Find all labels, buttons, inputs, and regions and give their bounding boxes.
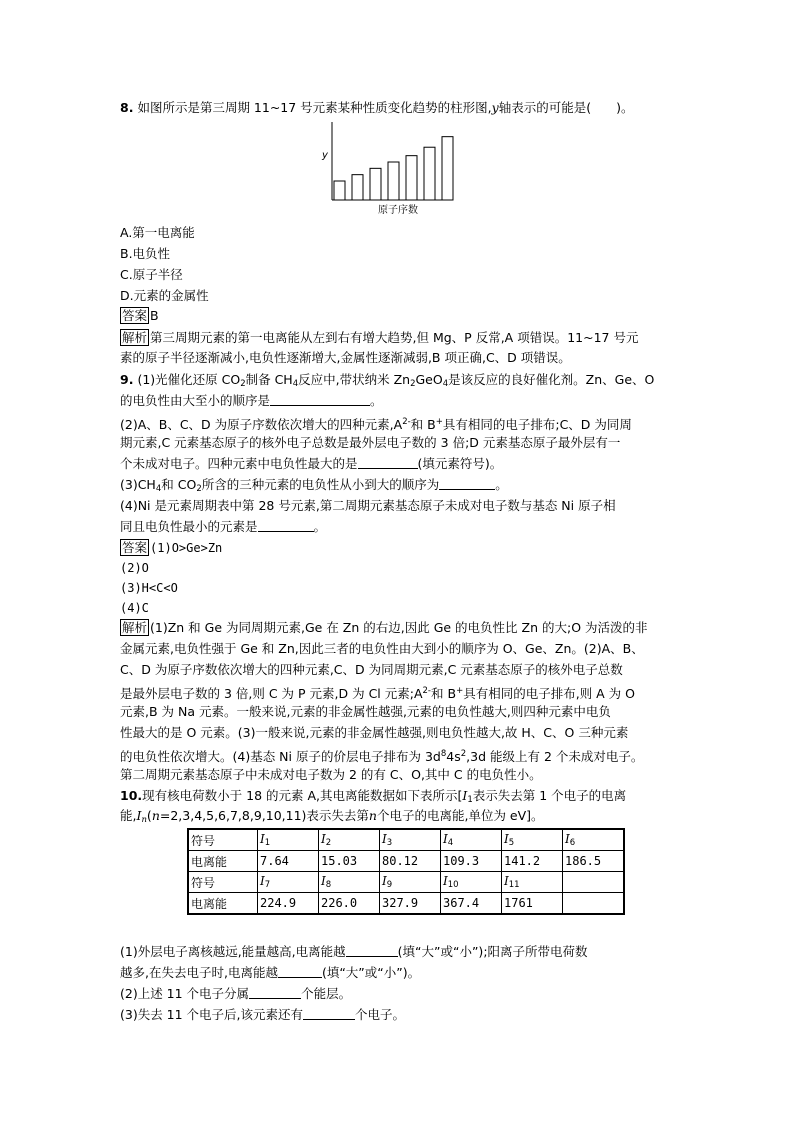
q9-part2-line1: (2)A、B、C、D 为原子序数依次增大的四种元素$,A^{2-}$和 B+具有相同的电子排布;C、D 为同周 [120,417,632,432]
bar-chart [316,118,456,218]
q9-part2-blank[interactable] [358,456,418,469]
q9-part3-blank[interactable] [439,477,495,490]
ionization-energy-table [187,828,625,915]
table-row [188,893,624,915]
table-cell: $I_7$ [258,872,319,893]
q9-analysis-line4: 是最外层电子数的 3 倍,则 C 为 P 元素,D 为 Cl 元素$;A^{2-}$和 B+具有相同的电子排布,则 A 为 O [120,686,635,701]
table-cell: 符号 [188,872,258,893]
q8-analysis-line1: 解析 第三周期元素的第一电离能从左到右有增大趋势,但 Mg、P 反常,A 项错误。11~17 号元 [122,330,639,345]
q9-analysis-line2: 金属元素,电负性强于 Ge 和 Zn,因此三者的电负性由大到小的顺序为 O、Ge、Zn。(2)A、B、 [120,641,644,656]
q8-number: 8. [120,100,134,115]
q9-analysis-line5: 元素,B 为 Na 元素。一般来说,元素的非金属性越强,元素的电负性越大,则四种元素中电负 [120,704,611,719]
chart-ylabel: y [322,150,328,161]
table-cell: $I_1$ [258,829,319,851]
table-cell: 109.3 [441,851,502,872]
chart-xlabel: 原子序数 [378,205,418,216]
table-cell: $I_2$ [319,829,380,851]
table-row [188,872,624,893]
table-cell: 7.64 [258,851,319,872]
table-cell: 符号 [188,829,258,851]
table-cell: $I_{11}$ [502,872,563,893]
table-cell: $I_8$ [319,872,380,893]
table-cell [563,893,625,915]
table-row [188,829,624,851]
q8-answer-label: 答案 [122,308,148,323]
q10-stem-line2: 能$,I_n(n=2,3,4,5,6,7,8,9,10,11)$表示失去第n个电子的电离能,单位为 eV]。 [120,808,544,825]
q10-part1-blank-1[interactable] [346,944,398,957]
q9-answer-4: (4)C [120,601,149,615]
table-cell: 80.12 [380,851,441,872]
chart-bars [334,137,453,200]
chart-bar-12 [352,175,363,200]
chart-bar-16 [424,147,435,200]
table-cell: $I_9$ [380,872,441,893]
q9-analysis-label: 解析 [122,620,148,635]
table-cell: $I_3$ [380,829,441,851]
table-cell: $I_5$ [502,829,563,851]
table-cell: 367.4 [441,893,502,915]
chart-bar-14 [388,162,399,200]
table-cell: $I_6$ [563,829,625,851]
q9-part2-line3: 个未成对电子。四种元素中电负性最大的是 (填元素符号)。 [120,456,503,471]
table-cell: 电离能 [188,893,258,915]
q10-part1-line1: (1)外层电子离核越远,能量越高,电离能越 (填“大”或“小”);阳离子所带电荷数 [120,944,588,959]
q10-part2: (2)上述 11 个电子分属 个能层。 [120,986,352,1001]
q9-answer-3: (3)H<C<O [120,581,178,595]
q9-answer-1: 答案 (1)O>Ge>Zn [122,540,223,555]
q9-part4-line1: (4)Ni 是元素周期表中第 28 号元素,第二周期元素基态原子未成对电子数与基态 Ni 原子相 [120,498,616,513]
q8-option-b: B.电负性 [120,246,171,261]
q10-part1-line2: 越多,在失去电子时,电离能越 (填“大”或“小”)。 [120,965,421,980]
q8-answer [120,308,159,324]
q9-analysis-line6: 性最大的是 O 元素。(3)一般来说,元素的非金属性越强,则电负性越大,故 H、C、O 三种元素 [120,725,629,740]
q8-answer-value: B [150,308,159,323]
table-cell: 141.2 [502,851,563,872]
q9-analysis-line8: 第二周期元素基态原子中未成对电子数为 2 的有 C、O,其中 C 的电负性小。 [120,767,542,782]
chart-bar-15 [406,156,417,200]
q10-part3: (3)失去 11 个电子后,该元素还有 个电子。 [120,1007,406,1022]
q9-number: 9. [120,372,134,387]
q9-part1: 9. (1)光催化还原 $CO_2$制备 $CH_4$反应中,带状纳米 $Zn_2GeO_4$是该反应的良好催化剂。Zn、Ge、O [120,372,655,389]
table-cell [563,872,625,893]
table-cell: 226.0 [319,893,380,915]
chart-bar-17 [442,137,453,200]
q10-stem-line1: 10.现有核电荷数小于 18 的元素 A,其电离能数据如下表所示[$I_1$表示失去第 1 个电子的电离 [120,788,627,805]
q9-part1-line2: 的电负性由大至小的顺序是 。 [120,393,383,408]
q8-analysis-label: 解析 [122,330,148,345]
q8-option-a: A.第一电离能 [120,225,195,240]
chart-bar-13 [370,168,381,200]
q10-part3-blank[interactable] [303,1007,355,1020]
table-cell: $I_{10}$ [441,872,502,893]
table-cell: 15.03 [319,851,380,872]
q8-stem: 8. 如图所示是第三周期 11~17 号元素某种性质变化趋势的柱形图,y轴表示的可能是( )。 [120,100,634,115]
table-cell: 224.9 [258,893,319,915]
table-row [188,851,624,872]
q9-part2-line2: 期元素,C 元素基态原子的核外电子总数是最外层电子数的 3 倍;D 元素基态原子最外层有一 [120,435,621,450]
q9-answer-label: 答案 [122,540,148,555]
table-cell: $I_4$ [441,829,502,851]
q8-option-d: D.元素的金属性 [120,288,209,303]
q9-answer-2: (2)O [120,561,149,575]
q9-part4-line2: 同且电负性最小的元素是 。 [120,519,327,534]
table-cell: 电离能 [188,851,258,872]
chart-bar-11 [334,181,345,200]
table-cell: 186.5 [563,851,625,872]
q9-analysis-line1: 解析 (1)Zn 和 Ge 为同周期元素,Ge 在 Zn 的右边,因此 Ge 的电负性比 Zn 的大;O 为活泼的非 [122,620,648,635]
q9-part1-blank[interactable] [270,393,370,406]
q10-part2-blank[interactable] [249,986,301,999]
table-cell: 327.9 [380,893,441,915]
table-cell: 1761 [502,893,563,915]
q9-part4-blank[interactable] [258,519,314,532]
q8-option-c: C.原子半径 [120,267,183,282]
q9-analysis-line7: 的电负性依次增大。(4)基态 Ni 原子的价层电子排布为 $3d^84s^2,3d$ 能级上有 2 个未成对电子。 [120,749,644,764]
q9-analysis-line3: C、D 为原子序数依次增大的四种元素,C、D 为同周期元素,C 元素基态原子的核外电子总数 [120,662,623,677]
q10-part1-blank-2[interactable] [278,965,322,978]
q8-analysis-line2: 素的原子半径逐渐减小,电负性逐渐增大,金属性逐渐减弱,B 项正确,C、D 项错误。 [120,350,571,365]
q10-number: 10. [120,788,143,803]
q9-part3: $(3)CH_4$和 $CO_2$所含的三种元素的电负性从小到大的顺序为 。 [120,477,508,494]
